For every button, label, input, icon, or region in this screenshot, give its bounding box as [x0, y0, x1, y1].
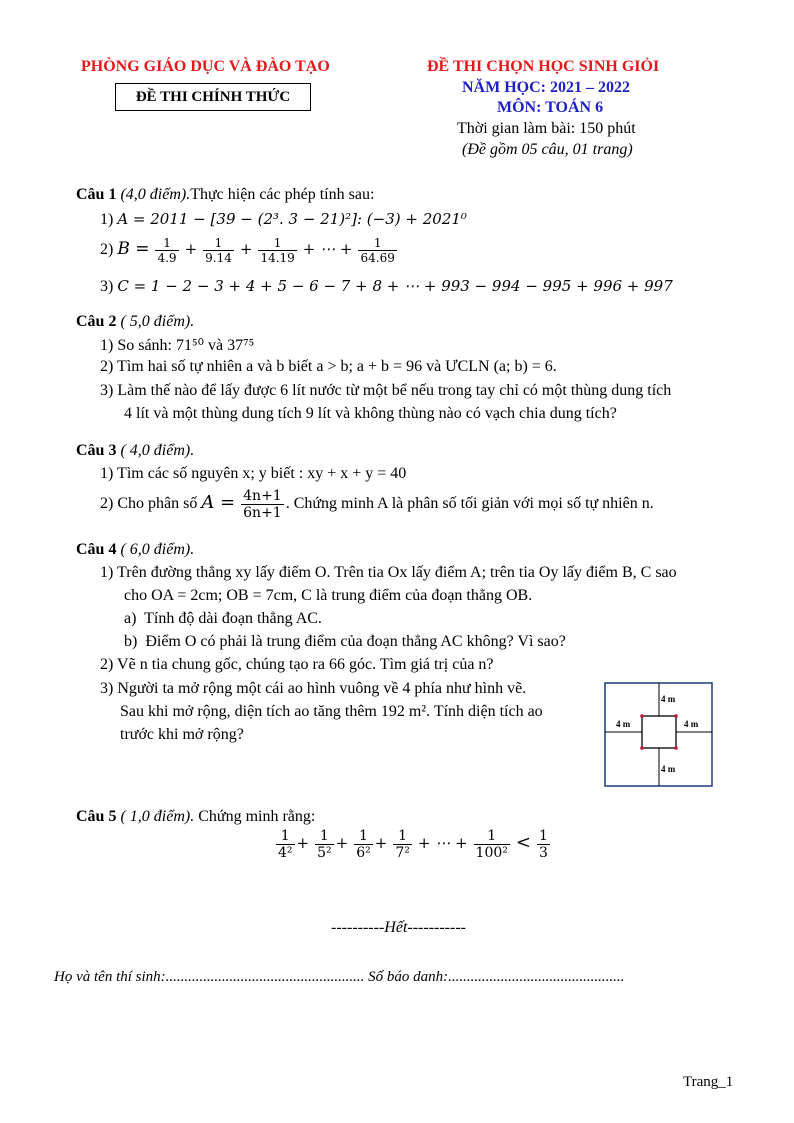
question-2-header: [76, 313, 194, 331]
question-label: Câu 5: [76, 808, 117, 825]
question-points: ( 1,0 điểm).: [120, 808, 195, 825]
page-count-note: (Đề gồm 05 câu, 01 trang): [462, 141, 633, 158]
corner-dots: [640, 714, 678, 750]
question-3-header: [76, 442, 194, 460]
q3-item-2: 2) Cho phân số A = $\frac{4n+1}{6n+1}$ . Chứng minh A là phân số tối giản với mọi số tự nhiên n.: [100, 488, 654, 521]
q4-sub-b: b) Điểm O có phải là trung điểm của đoạn thẳng AC không? Vì sao?: [124, 633, 566, 650]
question-1-header: [76, 186, 374, 204]
fraction: $\frac{1}{\text{7²}}$: [395, 828, 410, 861]
label-bottom: 4 m: [661, 764, 676, 774]
question-intro: Chứng minh rằng:: [198, 808, 316, 825]
q4-sub-a: a) Tính độ dài đoạn thẳng AC.: [124, 610, 322, 627]
q2-item-2: 2) Tìm hai số tự nhiên a và b biết a > b; a + b = 96 và ƯCLN (a; b) = 6.: [100, 358, 557, 375]
expression-b-lhs: B =: [117, 239, 150, 260]
label-left: 4 m: [616, 719, 631, 729]
inequality: $\frac{1}{\text{4²}}$ + $\frac{1}{\text{5²}}$ + $\frac{1}{\text{6²}}$ + $\frac{1}{\text{7²}}$ + ⋯ + $\frac{1}{\text{100²}}$ < $\frac{1}{3}$: [278, 828, 548, 861]
less-than: <: [515, 832, 531, 854]
pond-figure: [604, 682, 714, 788]
question-intro: Thực hiện các phép tính sau:: [190, 186, 375, 203]
end-marker: ----------Hết-----------: [331, 919, 466, 936]
ellipsis: + ⋯ +: [417, 834, 468, 853]
q1-item-3: [100, 277, 673, 296]
question-label: Câu 1: [76, 186, 117, 203]
fraction-claim: . Chứng minh A là phân số tối giản với mọi số tự nhiên n.: [285, 495, 654, 513]
q2-item-3: 3) Làm thế nào để lấy được 6 lít nước từ một bể nếu trong tay chỉ có một thùng dung tích: [100, 382, 672, 399]
fraction: $\frac{1}{\text{4²}}$: [278, 828, 293, 861]
pond-problem-line-3: trước khi mở rộng?: [120, 726, 244, 743]
question-label: Câu 2: [76, 313, 117, 330]
q4-item-1: 1) Trên đường thẳng xy lấy điểm O. Trên tia Ox lấy điểm A; trên tia Oy lấy điểm B, C sao: [100, 564, 677, 581]
fraction: $\frac{1}{3}$: [538, 828, 548, 861]
q1-item-2: 2) B = $\frac{1}{4.9}$ + $\frac{1}{9.14}$ + $\frac{1}{14.19}$ + ⋯ + $\frac{1}{64.69}$: [100, 236, 395, 265]
question-points: ( 5,0 điểm).: [120, 313, 195, 330]
fraction-a: $\frac{4n+1}{6n+1}$: [243, 488, 282, 521]
fraction: $\frac{1}{\text{100²}}$: [475, 828, 508, 861]
label-right: 4 m: [684, 719, 699, 729]
fraction-intro: Cho phân số: [117, 495, 198, 513]
fraction: $\frac{1}{\text{5²}}$: [317, 828, 332, 861]
q2-item-1: 1) So sánh: 71⁵⁰ và 37⁷⁵: [100, 337, 255, 354]
pond-problem-line-2: Sau khi mở rộng, diện tích ao tăng thêm 192 m². Tính diện tích ao: [120, 703, 543, 720]
q1-item-1: [100, 210, 467, 229]
water-problem-line-2: 4 lít và một thùng dung tích 9 lít và không thùng nào có vạch chia dung tích?: [124, 405, 617, 422]
page-number: Trang_1: [683, 1074, 734, 1090]
question-points: (4,0 điểm).: [120, 186, 191, 203]
official-exam-box: ĐỀ THI CHÍNH THỨC: [115, 83, 311, 111]
school-year: NĂM HỌC: 2021 – 2022: [462, 79, 630, 96]
candidate-info-line: Họ và tên thí sinh:..................................................... Số báo danh:...............................................: [54, 969, 625, 985]
fraction: $\frac{1}{4.9}$: [157, 236, 177, 265]
q3-item-1: 1) Tìm các số nguyên x; y biết : xy + x + y = 40: [100, 465, 407, 482]
compare-text: So sánh: 71⁵⁰ và 37⁷⁵: [117, 337, 255, 354]
fraction-lhs: A =: [201, 492, 236, 514]
q4-item-2: 2) Vẽ n tia chung gốc, chúng tạo ra 66 góc. Tìm giá trị của n?: [100, 656, 494, 673]
question-4-header: [76, 541, 194, 559]
item-number: 2): [100, 241, 114, 259]
geometry-line-2: cho OA = 2cm; OB = 7cm, C là trung điểm của đoạn thẳng OB.: [124, 587, 533, 604]
item-number: 1): [100, 211, 114, 228]
rays-problem: Vẽ n tia chung gốc, chúng tạo ra 66 góc. Tìm giá trị của n?: [117, 656, 494, 673]
water-problem-line-1: Làm thế nào để lấy được 6 lít nước từ một bể nếu trong tay chỉ có một thùng dung tích: [117, 382, 672, 399]
geometry-line-1: Trên đường thẳng xy lấy điểm O. Trên tia Ox lấy điểm A; trên tia Oy lấy điểm B, C sao: [117, 564, 677, 581]
department-title: PHÒNG GIÁO DỤC VÀ ĐÀO TẠO: [81, 58, 330, 75]
time-allowed: Thời gian làm bài: 150 phút: [457, 120, 636, 137]
expression-a: A = 2011 − [39 − (2³. 3 − 21)²]: (−3) + 2021⁰: [117, 210, 467, 228]
question-label: Câu 4: [76, 541, 117, 558]
integer-equation-text: Tìm các số nguyên x; y biết : xy + x + y = 40: [117, 465, 407, 482]
q4-item-3: 3) Người ta mở rộng một cái ao hình vuông về 4 phía như hình vẽ.: [100, 680, 527, 697]
subject: MÔN: TOÁN 6: [497, 99, 604, 116]
dimension-arrows: [605, 683, 712, 786]
item-number: 3): [100, 278, 114, 295]
fraction: $\frac{1}{14.19}$: [260, 236, 295, 265]
fraction: $\frac{1}{64.69}$: [360, 236, 395, 265]
expression-c: C = 1 − 2 − 3 + 4 + 5 − 6 − 7 + 8 + ⋯ + 993 − 994 − 995 + 996 + 997: [117, 277, 673, 295]
fraction: $\frac{1}{9.14}$: [205, 236, 232, 265]
question-points: ( 6,0 điểm).: [120, 541, 195, 558]
exam-title: ĐỀ THI CHỌN HỌC SINH GIỎI: [427, 58, 660, 75]
label-top: 4 m: [661, 694, 676, 704]
question-points: ( 4,0 điểm).: [120, 442, 195, 459]
question-label: Câu 3: [76, 442, 117, 459]
find-numbers-text: Tìm hai số tự nhiên a và b biết a > b; a + b = 96 và ƯCLN (a; b) = 6.: [117, 358, 557, 375]
fraction: $\frac{1}{\text{6²}}$: [356, 828, 371, 861]
pond-problem-line-1: Người ta mở rộng một cái ao hình vuông về 4 phía như hình vẽ.: [117, 680, 527, 697]
ellipsis: + ⋯ +: [302, 240, 353, 259]
question-5-header: [76, 808, 315, 826]
original-pond-square: [642, 716, 676, 748]
